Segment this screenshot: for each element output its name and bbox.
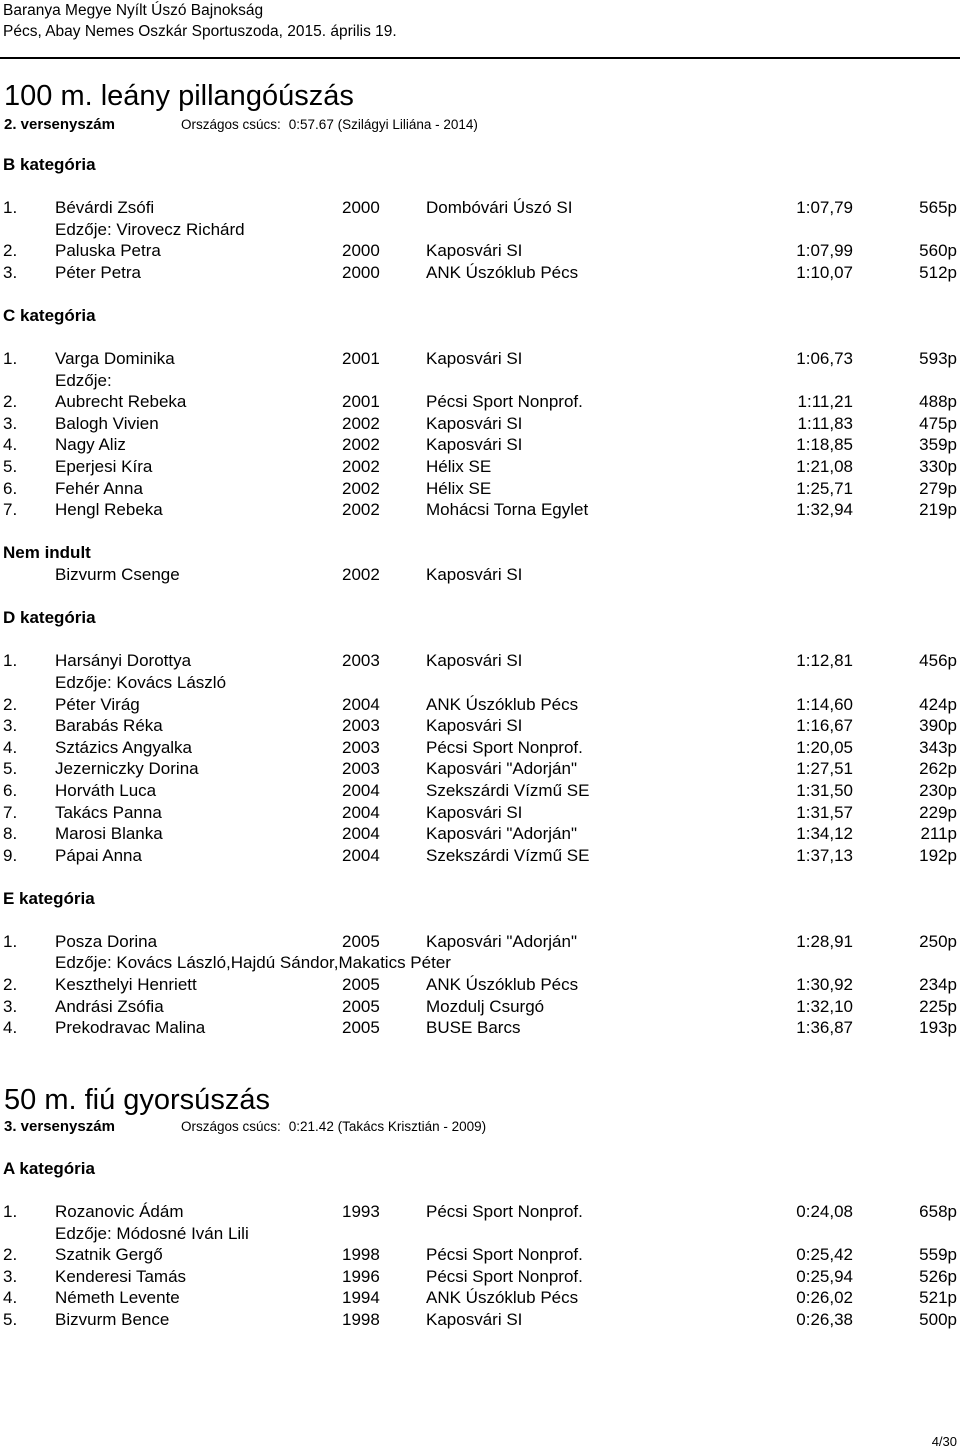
birth-year: 1996 [342,1266,380,1286]
record-label: Országos csúcs: [181,1119,281,1134]
club-name: Szekszárdi Vízmű SE [426,780,590,800]
club-name: Kaposvári "Adorján" [426,931,577,951]
club-name: Kaposvári "Adorján" [426,824,577,844]
event-title: 100 m. leány pillangóúszás [4,80,354,112]
result-rank: 4. [3,1288,18,1308]
result-time: 1:27,51 [796,759,853,779]
event-number: 2. versenyszám [4,116,115,133]
birth-year: 2002 [342,478,380,498]
result-rank: 2. [3,975,18,994]
birth-year: 2005 [342,931,380,951]
result-rank: 3. [3,262,18,282]
birth-year: 2003 [342,716,380,736]
club-name: Dombóvári Úszó SI [426,198,573,217]
swimmer-name: Balogh Vivien [55,413,159,433]
result-row [0,737,960,759]
result-row [0,413,960,435]
birth-year: 2000 [342,262,380,282]
result-points: 560p [919,241,957,261]
result-rank: 4. [3,435,18,455]
swimmer-name: Bizvurm Csenge [55,565,180,585]
result-time: 1:32,94 [796,500,853,520]
result-rank: 8. [3,824,18,844]
national-record [181,115,478,135]
result-time: 0:25,94 [796,1266,853,1286]
birth-year: 2000 [342,198,380,217]
result-row [0,931,960,953]
birth-year: 2005 [342,996,380,1016]
club-name: Kaposvári SI [426,1310,523,1329]
result-points: 330p [919,456,957,476]
result-rank: 2. [3,1245,18,1265]
page-number: 4/30 [931,1434,957,1449]
birth-year: 2004 [342,802,380,822]
club-name: ANK Úszóklub Pécs [426,694,579,714]
club-name: Kaposvári SI [426,348,523,368]
club-name: Pécsi Sport Nonprof. [426,1245,583,1265]
birth-year: 2000 [342,241,380,261]
birth-year: 2001 [342,392,380,412]
result-row [0,197,960,219]
swimmer-name: Jezerniczky Dorina [55,759,199,779]
swimmer-name: Bévárdi Zsófi [55,198,155,217]
swimmer-name: Bizvurm Bence [55,1310,170,1329]
birth-year: 2004 [342,845,380,865]
result-rank: 6. [3,478,18,498]
result-time: 1:21,08 [796,456,853,476]
result-rank: 3. [3,716,18,736]
club-name: Mozdulj Csurgó [426,996,545,1016]
swimmer-name: Nagy Aliz [55,435,126,455]
birth-year: 2002 [342,435,380,455]
result-row [0,802,960,824]
club-name: Pécsi Sport Nonprof. [426,737,583,757]
result-row [0,694,960,716]
result-row [0,996,960,1018]
swimmer-name: Eperjesi Kíra [55,456,153,476]
club-name: Kaposvári SI [426,435,523,455]
result-points: 456p [919,651,957,671]
club-name: Hélix SE [426,456,492,476]
swimmer-name: Marosi Blanka [55,824,163,844]
header-venue: Pécs, Abay Nemes Oszkár Sportuszoda, 2015. április 19. [3,23,397,40]
club-name: BUSE Barcs [426,1018,521,1038]
result-points: 559p [919,1245,957,1265]
result-time: 1:10,07 [796,262,853,282]
national-record [181,1117,486,1137]
result-rank: 1. [3,198,18,217]
result-time: 1:06,73 [796,348,853,368]
swimmer-name: Hengl Rebeka [55,500,163,520]
result-points: 225p [919,996,957,1016]
result-time: 1:34,12 [796,824,853,844]
birth-year: 1993 [342,1202,380,1221]
result-time: 1:28,91 [796,931,853,951]
result-rank: 1. [3,1202,18,1221]
result-points: 279p [919,478,957,498]
birth-year: 2004 [342,780,380,800]
swimmer-name: Harsányi Dorottya [55,651,192,671]
result-rank: 1. [3,348,18,368]
result-time: 0:26,38 [796,1310,853,1329]
result-time: 1:31,57 [796,802,853,822]
result-row [0,650,960,672]
result-time: 0:25,42 [796,1245,853,1265]
result-row [0,262,960,284]
club-name: Kaposvári SI [426,651,523,671]
result-points: 565p [919,198,957,217]
result-time: 1:11,83 [797,413,853,433]
category-heading: B kategória [3,155,96,174]
header-title: Baranya Megye Nyílt Úszó Bajnokság [3,2,264,19]
result-row [0,1017,960,1039]
result-row [0,348,960,370]
result-time: 1:20,05 [796,737,853,757]
coach-line: Edzője: Virovecz Richárd [55,219,245,239]
result-points: 234p [919,975,957,994]
swimmer-name: Pápai Anna [55,845,142,865]
swimmer-name: Németh Levente [55,1288,180,1308]
result-row [0,845,960,867]
result-row [0,1266,960,1288]
event-subtitle [4,115,478,135]
result-rank: 4. [3,737,18,757]
record-value: 0:57.67 (Szilágyi Liliána - 2014) [288,117,478,132]
result-rank: 5. [3,456,18,476]
birth-year: 2002 [342,456,380,476]
event-number: 3. versenyszám [4,1118,115,1135]
result-points: 526p [919,1266,957,1286]
swimmer-name: Andrási Zsófia [55,996,164,1016]
coach-line: Edzője: Módosné Iván Lili [55,1223,249,1243]
result-row [0,564,960,586]
result-time: 1:30,92 [796,975,853,994]
result-time: 1:37,13 [796,845,853,865]
result-points: 229p [919,802,957,822]
swimmer-name: Sztázics Angyalka [55,737,193,757]
swimmer-name: Rozanovic Ádám [55,1202,184,1221]
club-name: ANK Úszóklub Pécs [426,975,579,994]
result-points: 500p [919,1310,957,1329]
birth-year: 2004 [342,824,380,844]
result-points: 512p [919,262,957,282]
swimmer-name: Prekodravac Malina [55,1018,206,1038]
result-row [0,1309,960,1331]
birth-year: 1998 [342,1245,380,1265]
result-points: 658p [919,1202,957,1221]
swimmer-name: Fehér Anna [55,478,143,498]
result-time: 1:36,87 [796,1018,853,1038]
result-points: 390p [919,716,957,736]
swimmer-name: Varga Dominika [55,348,175,368]
result-row [0,780,960,802]
result-row [0,974,960,996]
result-row [0,240,960,262]
club-name: Kaposvári SI [426,565,523,585]
club-name: ANK Úszóklub Pécs [426,262,579,282]
result-row [0,499,960,521]
result-rank: 3. [3,996,18,1016]
club-name: Kaposvári SI [426,413,523,433]
result-points: 193p [919,1018,957,1038]
result-row [0,1201,960,1223]
result-time: 1:07,79 [796,198,853,217]
result-time: 1:11,21 [797,392,853,412]
birth-year: 2003 [342,651,380,671]
result-points: 211p [920,824,957,844]
event-subtitle [4,1117,487,1137]
result-points: 262p [919,759,957,779]
birth-year: 1994 [342,1288,380,1308]
result-rank: 5. [3,1310,18,1329]
club-name: Pécsi Sport Nonprof. [426,1202,583,1221]
coach-line: Edzője: [55,370,112,390]
result-points: 488p [919,392,957,412]
result-rank: 7. [3,802,18,822]
coach-line: Edzője: Kovács László,Hajdú Sándor,Makatics Péter [55,953,451,973]
swimmer-name: Kenderesi Tamás [55,1266,187,1286]
birth-year: 2001 [342,348,380,368]
result-points: 250p [919,931,957,951]
result-rank: 2. [3,241,18,261]
result-time: 1:31,50 [796,780,853,800]
club-name: ANK Úszóklub Pécs [426,1288,579,1308]
club-name: Szekszárdi Vízmű SE [426,845,590,865]
result-row [0,1244,960,1266]
result-row [0,434,960,456]
swimmer-name: Posza Dorina [55,931,158,951]
result-points: 593p [919,348,957,368]
birth-year: 2002 [342,565,380,585]
category-heading: C kategória [3,305,96,325]
club-name: Kaposvári SI [426,802,523,822]
birth-year: 2004 [342,694,380,714]
birth-year: 1998 [342,1310,380,1329]
result-time: 1:25,71 [796,478,853,498]
birth-year: 2002 [342,500,380,520]
result-rank: 5. [3,759,18,779]
result-row [0,715,960,737]
result-rank: 4. [3,1018,18,1038]
swimmer-name: Takács Panna [55,802,162,822]
result-row [0,823,960,845]
result-rank: 1. [3,931,18,951]
coach-line: Edzője: Kovács László [55,672,227,692]
result-points: 359p [919,435,957,455]
swimmer-name: Szatnik Gergő [55,1245,163,1265]
birth-year: 2002 [342,413,380,433]
result-row [0,758,960,780]
result-points: 475p [919,413,957,433]
result-row [0,391,960,413]
category-heading: D kategória [3,608,96,628]
result-time: 1:16,67 [796,716,853,736]
result-row [0,478,960,500]
record-label: Országos csúcs: [181,117,281,132]
result-points: 219p [919,500,957,520]
result-points: 343p [919,737,957,757]
birth-year: 2005 [342,1018,380,1038]
result-rank: 6. [3,780,18,800]
category-heading: A kategória [3,1159,95,1178]
result-time: 1:14,60 [796,694,853,714]
event-title: 50 m. fiú gyorsúszás [4,1084,270,1116]
club-name: Kaposvári SI [426,241,523,261]
result-rank: 7. [3,500,18,520]
birth-year: 2003 [342,737,380,757]
result-points: 521p [919,1288,957,1308]
result-points: 424p [919,694,957,714]
result-rank: 3. [3,413,18,433]
category-heading: E kategória [3,888,95,908]
club-name: Kaposvári "Adorján" [426,759,577,779]
record-value: 0:21.42 (Takács Krisztián - 2009) [288,1119,487,1134]
result-time: 1:07,99 [796,241,853,261]
birth-year: 2005 [342,975,380,994]
birth-year: 2003 [342,759,380,779]
result-rank: 3. [3,1266,18,1286]
swimmer-name: Péter Virág [55,694,140,714]
result-row [0,1287,960,1309]
club-name: Mohácsi Torna Egylet [426,500,589,520]
swimmer-name: Paluska Petra [55,241,161,261]
club-name: Kaposvári SI [426,716,523,736]
swimmer-name: Aubrecht Rebeka [55,392,187,412]
club-name: Pécsi Sport Nonprof. [426,392,583,412]
club-name: Hélix SE [426,478,492,498]
result-points: 230p [919,780,957,800]
result-row [0,456,960,478]
result-time: 0:24,08 [796,1202,853,1221]
swimmer-name: Barabás Réka [55,716,163,736]
result-time: 0:26,02 [796,1288,853,1308]
result-points: 192p [919,845,957,865]
result-rank: 9. [3,845,18,865]
swimmer-name: Keszthelyi Henriett [55,975,197,994]
result-rank: 2. [3,392,18,412]
result-rank: 1. [3,651,18,671]
club-name: Pécsi Sport Nonprof. [426,1266,583,1286]
result-time: 1:18,85 [796,435,853,455]
category-heading: Nem indult [3,543,91,563]
result-rank: 2. [3,694,18,714]
result-time: 1:32,10 [796,996,853,1016]
header-divider [0,57,960,59]
swimmer-name: Péter Petra [55,262,141,282]
result-time: 1:12,81 [796,651,853,671]
swimmer-name: Horváth Luca [55,780,157,800]
